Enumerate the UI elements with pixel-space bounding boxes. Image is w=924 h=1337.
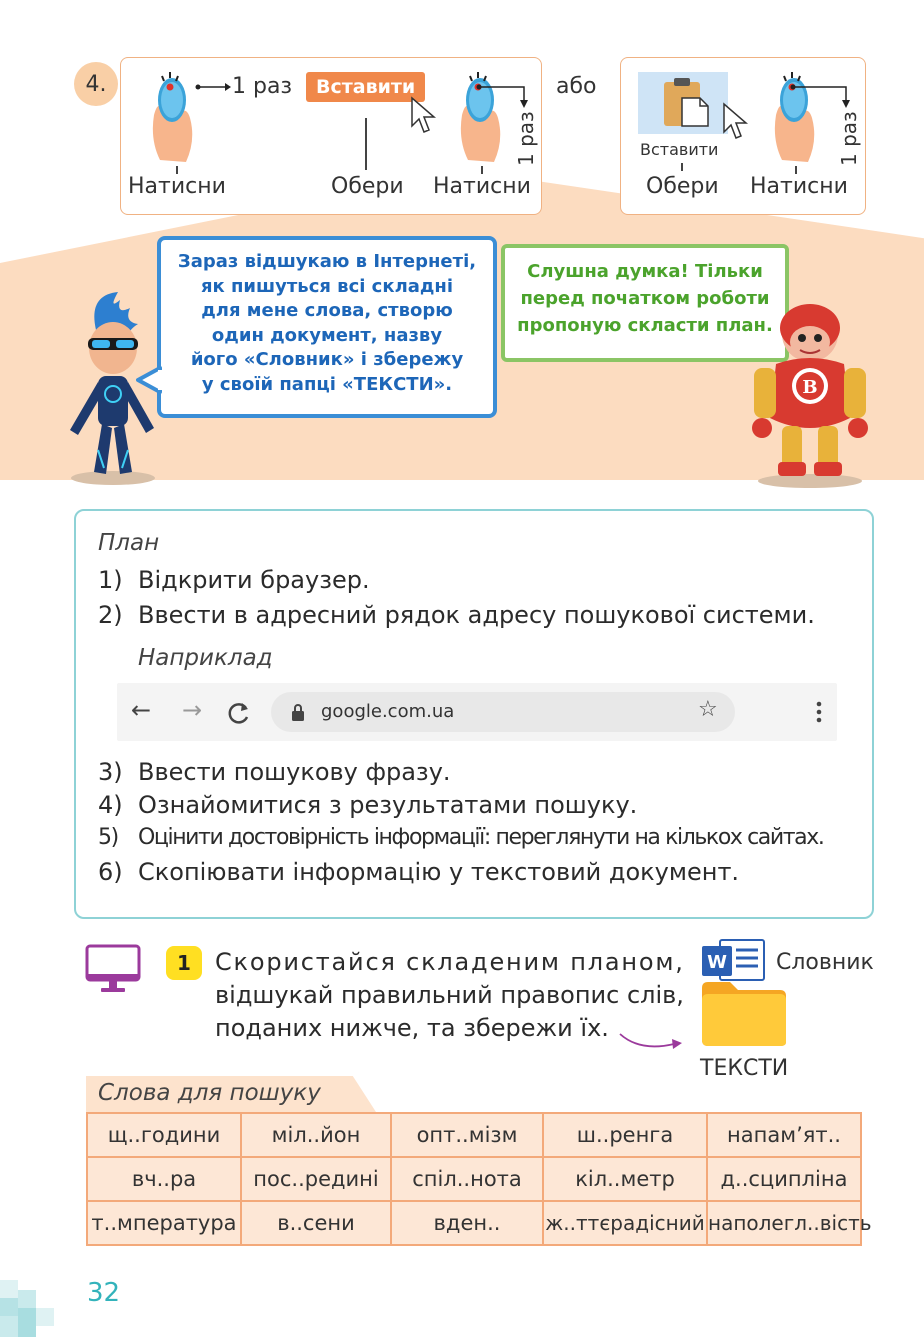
plan-item-text: Ознайомитися з результатами пошуку. xyxy=(138,791,638,819)
arrow-right-icon xyxy=(195,80,231,94)
insert-button: Вставити xyxy=(306,72,425,102)
bubble-line: один документ, назву xyxy=(211,324,443,346)
folder-name-label: ТЕКСТИ xyxy=(700,1056,789,1081)
cursor-icon xyxy=(410,96,438,136)
tick-mark xyxy=(795,166,797,174)
once-label: 1 раз xyxy=(232,74,293,99)
words-table xyxy=(86,1112,872,1246)
plan-item xyxy=(98,858,739,886)
word-cell: ж..ттєрадісний xyxy=(543,1201,707,1245)
arrow-down-icon xyxy=(790,80,850,110)
plan-item xyxy=(98,566,370,594)
tick-mark xyxy=(481,166,483,174)
star-icon[interactable]: ☆ xyxy=(698,697,718,722)
word-cell: міл..йон xyxy=(241,1113,391,1157)
word-cell: пос..редині xyxy=(241,1157,391,1201)
tick-mark xyxy=(176,166,178,174)
svg-text:B: B xyxy=(802,377,818,398)
bubble-line: його «Словник» і збережу xyxy=(190,349,464,370)
word-cell: ш..ренга xyxy=(543,1113,707,1157)
word-cell: вч..ра xyxy=(87,1157,241,1201)
plan-item-number: 6) xyxy=(98,858,123,886)
task-number-badge: 1 xyxy=(166,946,202,980)
plan-item-number: 1) xyxy=(98,566,123,594)
svg-text:W: W xyxy=(707,952,727,973)
bubble-line: Слушна думка! Тільки xyxy=(527,261,763,282)
once-vertical-label-2: 1 раз xyxy=(837,111,861,166)
word-document-icon xyxy=(700,938,768,982)
table-row xyxy=(87,1113,861,1157)
plan-item-number: 4) xyxy=(98,791,123,819)
plan-item-text: Оцінити достовірність інформації: переглянути на кількох сайтах. xyxy=(138,825,824,850)
plan-item-number: 5) xyxy=(98,825,118,850)
step-number: 4. xyxy=(74,62,118,106)
bubble-line: як пишуться всі складні xyxy=(200,275,454,297)
bubble-line: перед початком роботи xyxy=(520,288,770,309)
arrow-down-icon xyxy=(476,80,536,110)
word-cell: в..сени xyxy=(241,1201,391,1245)
task-text-line: відшукай правильний правопис слів, xyxy=(215,981,684,1009)
plan-item xyxy=(98,825,823,850)
choose-label-2: Обери xyxy=(646,174,719,199)
word-cell: наполегл..вість xyxy=(707,1201,861,1245)
plan-item-text: Ввести в адресний рядок адресу пошукової системи. xyxy=(138,601,815,629)
task-text-line: Скористайся складеним планом, xyxy=(215,948,685,976)
clipboard-icon xyxy=(660,76,716,132)
robot-character-illustration xyxy=(742,298,876,488)
word-cell: д..сципліна xyxy=(707,1157,861,1201)
press-label: Натисни xyxy=(128,174,226,199)
kebab-menu-icon[interactable] xyxy=(814,700,824,726)
press-label-2: Натисни xyxy=(433,174,531,199)
speech-bubble-left xyxy=(157,236,497,418)
word-cell: кіл..метр xyxy=(543,1157,707,1201)
bubble-line: у своїй папці «ТЕКСТИ». xyxy=(201,373,453,395)
word-cell: спіл..нота xyxy=(391,1157,543,1201)
press-label-3: Натисни xyxy=(750,174,848,199)
example-label: Наприклад xyxy=(138,645,273,671)
curved-arrow-icon xyxy=(618,1030,684,1054)
url-text: google.com.ua xyxy=(321,701,455,722)
bubble-line: для мене слова, створю xyxy=(201,300,453,321)
arrow-right-icon[interactable]: → xyxy=(182,696,203,724)
document-name-label: Словник xyxy=(776,950,874,975)
or-label: або xyxy=(556,74,597,99)
plan-item xyxy=(98,758,451,786)
tick-mark xyxy=(681,163,683,171)
page-number: 32 xyxy=(87,1278,121,1308)
word-cell: щ..години xyxy=(87,1113,241,1157)
word-cell: опт..мізм xyxy=(391,1113,543,1157)
plan-item-text: Скопіювати інформацію у текстовий документ. xyxy=(138,858,740,886)
cursor-icon xyxy=(722,102,750,142)
task-text-line: поданих нижче, та збережи їх. xyxy=(215,1014,609,1042)
corner-decoration xyxy=(0,1280,56,1337)
plan-item xyxy=(98,791,637,819)
computer-monitor-icon xyxy=(85,944,141,996)
lock-icon xyxy=(290,703,306,723)
plan-item xyxy=(98,601,815,629)
table-row xyxy=(87,1201,861,1245)
choose-label: Обери xyxy=(331,174,404,199)
once-vertical-label: 1 раз xyxy=(514,111,538,166)
divider-line xyxy=(365,118,367,170)
plan-item-text: Відкрити браузер. xyxy=(138,566,370,594)
reload-icon[interactable] xyxy=(226,700,252,726)
word-cell: т..мпература xyxy=(87,1201,241,1245)
arrow-left-icon[interactable]: ← xyxy=(131,696,152,724)
folder-icon xyxy=(700,978,788,1048)
plan-title: План xyxy=(98,530,160,556)
paste-icon-label: Вставити xyxy=(640,140,719,159)
word-cell: вден.. xyxy=(391,1201,543,1245)
words-title: Слова для пошуку xyxy=(98,1080,321,1106)
bubble-line: пропоную скласти план. xyxy=(517,315,773,336)
plan-item-number: 3) xyxy=(98,758,123,786)
plan-item-number: 2) xyxy=(98,601,123,629)
word-cell: напам’ят.. xyxy=(707,1113,861,1157)
bubble-line: Зараз відшукаю в Інтернеті, xyxy=(177,251,477,272)
plan-item-text: Ввести пошукову фразу. xyxy=(138,758,451,786)
table-row xyxy=(87,1157,861,1201)
speech-bubble-tail xyxy=(136,366,162,394)
